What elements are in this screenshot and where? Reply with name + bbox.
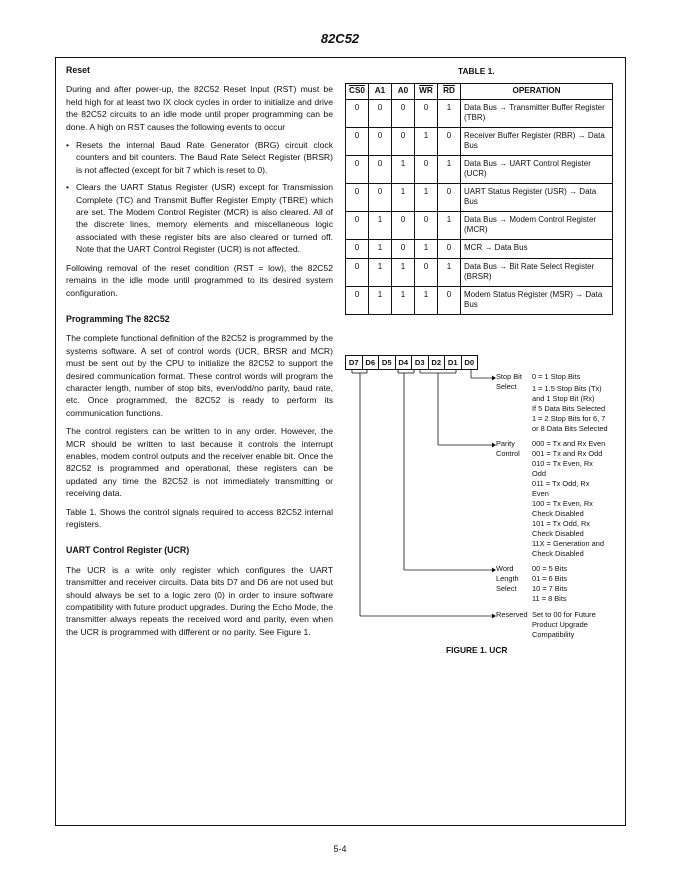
table-cell: 0	[346, 287, 369, 315]
page-header-title: 82C52	[320, 31, 360, 46]
stop-field-label: Stop Bit	[496, 372, 522, 381]
table-cell: 1	[392, 259, 415, 287]
reset-intro: During and after power-up, the 82C52 Reset Input (RST) must be held high for at least two IX clock cycles in order to initialize and drive the 82C52 circuits to an idle mode until proper programming can be done. A high on RST causes the following events to occur	[66, 84, 333, 132]
ucr-paragraph: The UCR is a write only register which configures the UART transmitter and receiver circuits. Data bits D7 and D6 are not used but should always be set to a logic zero (0) in order to insure software compatibility with future product upgrades. During the Echo Mode, the transmitter always repeats the received word and parity, even when the UCR is programmed with different or no parity. See Figure 1.	[66, 564, 333, 637]
reset-heading: Reset	[66, 65, 90, 75]
word-field-label: Length	[496, 574, 519, 583]
word-field-value: 00 = 5 Bits	[532, 564, 568, 573]
parity-field-label: Parity	[496, 439, 515, 448]
table-cell: 1	[438, 259, 461, 287]
figure-caption: FIGURE 1. UCR	[446, 645, 508, 655]
word-field-value: 01 = 6 Bits	[532, 574, 568, 583]
table-body	[346, 100, 613, 315]
table-cell: 1	[415, 287, 438, 315]
col-header-operation: OPERATION	[461, 84, 613, 100]
parity-field-value: 000 = Tx and Rx Even	[532, 439, 606, 448]
col-header-rd: $\overline{RD}$	[438, 84, 461, 100]
bit-cell: D2	[428, 355, 446, 370]
stop-field-value: or 8 Data Bits Selected	[532, 424, 608, 433]
word-field-label: Word	[496, 564, 514, 573]
bit-cell: D4	[395, 355, 413, 370]
table-cell: 0	[415, 156, 438, 184]
programming-heading: Programming The 82C52	[66, 313, 170, 324]
bit-cell: D7	[345, 355, 363, 370]
reserved-field-value: Compatibility	[532, 630, 575, 639]
table-cell: 1	[369, 240, 392, 259]
table-cell: 0	[438, 184, 461, 212]
parity-field-value: Check Disabled	[532, 529, 584, 538]
ucr-bit-row	[345, 355, 478, 370]
reset-bullet: • Resets the internal Baud Rate Generator (BRG) circuit clock counters and bit counters. The Baud Rate Select Register (BRSR) is not affected (except for bit 7 which is reset to 0).	[66, 139, 333, 176]
programming-paragraph: The complete functional definition of the 82C52 is programmed by the systems software. A set of control words (UCR, BRSR and MCR) must be sent out by the CPU to initialize the 82C52 to support the desired communication format. These control words will program the character length, number of stop bits, even/odd/no parity, baud rate, etc. Once programmed, the 82C52 is ready to perform its communication functions.	[66, 333, 333, 418]
parity-field-value: Odd	[532, 469, 546, 478]
parity-field-value: 011 = Tx Odd, Rx	[532, 479, 590, 488]
table-cell: 1	[369, 287, 392, 315]
table-cell: 1	[415, 184, 438, 212]
stop-field-value: 1 = 2 Stop Bits for 6, 7	[532, 414, 606, 423]
stop-field-value: and 1 Stop Bit (Rx)	[532, 394, 595, 403]
table-row	[346, 100, 613, 128]
table-cell: 0	[346, 259, 369, 287]
reserved-field-label: Reserved	[496, 610, 528, 619]
table-row	[346, 240, 613, 259]
reset-bullet: • Clears the UART Status Register (USR) except for Transmission Complete (TC) and Transmit Buffer Register Empty (TBRE) which are set. The Modem Control Register (MCR) is also cleared. All of the discrete lines, memory elements and miscellaneous logic associated with these register bits are also cleared or turned off. Note that the UART Control Register (UCR) is not affected.	[66, 181, 333, 255]
table-cell: 1	[438, 212, 461, 240]
reserved-field-value: Product Upgrade	[532, 620, 588, 629]
table-cell-operation: MCR → Data Bus	[461, 240, 613, 259]
parity-field-value: Check Disabled	[532, 509, 584, 518]
table-cell: 1	[415, 128, 438, 156]
table-caption: TABLE 1.	[458, 66, 495, 76]
stop-field-value: If 5 Data Bits Selected	[532, 404, 606, 413]
table-cell: 1	[369, 259, 392, 287]
table-row	[346, 184, 613, 212]
col-header-a0: A0	[392, 84, 415, 100]
stop-field-value: 0 = 1 Stop Bits	[532, 372, 581, 381]
stop-field-value: 1 = 1.5 Stop Bits (Tx)	[532, 384, 602, 393]
table-row	[346, 259, 613, 287]
word-field-label: Select	[496, 584, 517, 593]
table-cell: 1	[438, 156, 461, 184]
table-cell: 0	[369, 184, 392, 212]
table-cell: 0	[346, 100, 369, 128]
table-row	[346, 212, 613, 240]
table-cell: 0	[392, 128, 415, 156]
parity-field-value: Check Disabled	[532, 549, 584, 558]
table-cell: 0	[415, 100, 438, 128]
parity-field-label: Control	[496, 449, 520, 458]
table-cell: 1	[438, 100, 461, 128]
bit-cell: D3	[411, 355, 429, 370]
left-column	[66, 64, 333, 644]
table-cell: 0	[346, 128, 369, 156]
table-cell-operation: Data Bus → Modem Control Register (MCR)	[461, 212, 613, 240]
table-cell: 1	[415, 240, 438, 259]
table-cell: 0	[369, 128, 392, 156]
table-cell-operation: Data Bus → Bit Rate Select Register (BRSR)	[461, 259, 613, 287]
table-cell: 0	[392, 240, 415, 259]
table-cell: 0	[438, 128, 461, 156]
programming-paragraph: Table 1. Shows the control signals required to access 82C52 internal registers.	[66, 506, 333, 529]
table-row	[346, 156, 613, 184]
parity-field-value: 101 = Tx Odd, Rx	[532, 519, 590, 528]
table-cell-operation: Receiver Buffer Register (RBR) → Data Bus	[461, 128, 613, 156]
table-cell: 0	[346, 156, 369, 184]
parity-field-value: 010 = Tx Even, Rx	[532, 459, 593, 468]
col-header-wr: $\overline{WR}$	[415, 84, 438, 100]
table-cell: 0	[346, 184, 369, 212]
ucr-heading: UART Control Register (UCR)	[66, 545, 190, 556]
stop-field-label: Select	[496, 382, 517, 391]
table-cell: 1	[369, 212, 392, 240]
register-access-table	[345, 83, 613, 315]
bit-cell: D6	[362, 355, 380, 370]
bit-cell: D1	[444, 355, 462, 370]
table-cell: 0	[346, 240, 369, 259]
parity-field-value: 11X = Generation and	[532, 539, 604, 548]
col-header-cs0: CS0	[346, 84, 369, 100]
table-cell-operation: UART Status Register (USR) → Data Bus	[461, 184, 613, 212]
table-cell: 0	[415, 259, 438, 287]
parity-field-value: Even	[532, 489, 549, 498]
table-cell: 0	[415, 212, 438, 240]
reset-after: Following removal of the reset condition (RST = low), the 82C52 remains in the idle mode until programmed to its desired system configuration.	[66, 262, 333, 298]
table-row	[346, 128, 613, 156]
table-cell: 0	[369, 100, 392, 128]
parity-field-value: 001 = Tx and Rx Odd	[532, 449, 603, 458]
table-row	[346, 287, 613, 315]
col-header-a1: A1	[369, 84, 392, 100]
table-cell: 1	[392, 184, 415, 212]
programming-paragraph: The control registers can be written to in any order. However, the MCR should be written to last because it controls the interrupt enables, modem control outputs and the receiver enable bit. Once the 82C52 is programmed and operational, these registers can be updated any time the 82C52 is not immediately transmitting or receiving data.	[66, 426, 333, 499]
table-cell-operation: Data Bus → Transmitter Buffer Register (TBR)	[461, 100, 613, 128]
parity-field-value: 100 = Tx Even, Rx	[532, 499, 593, 508]
table-cell: 1	[392, 287, 415, 315]
table-cell: 1	[392, 156, 415, 184]
table-cell: 0	[438, 240, 461, 259]
bit-cell: D0	[461, 355, 479, 370]
page-number: 5-4	[333, 844, 347, 854]
reserved-field-value: Set to 00 for Future	[532, 610, 596, 619]
word-field-value: 10 = 7 Bits	[532, 584, 568, 593]
table-cell: 0	[346, 212, 369, 240]
reset-bullets	[66, 139, 333, 256]
table-cell-operation: Modem Status Register (MSR) → Data Bus	[461, 287, 613, 315]
table-cell: 0	[438, 287, 461, 315]
table-cell: 0	[392, 212, 415, 240]
bit-cell: D5	[378, 355, 396, 370]
word-field-value: 11 = 8 Bits	[532, 594, 567, 603]
table-cell: 0	[392, 100, 415, 128]
table-cell-operation: Data Bus → UART Control Register (UCR)	[461, 156, 613, 184]
table-cell: 0	[369, 156, 392, 184]
